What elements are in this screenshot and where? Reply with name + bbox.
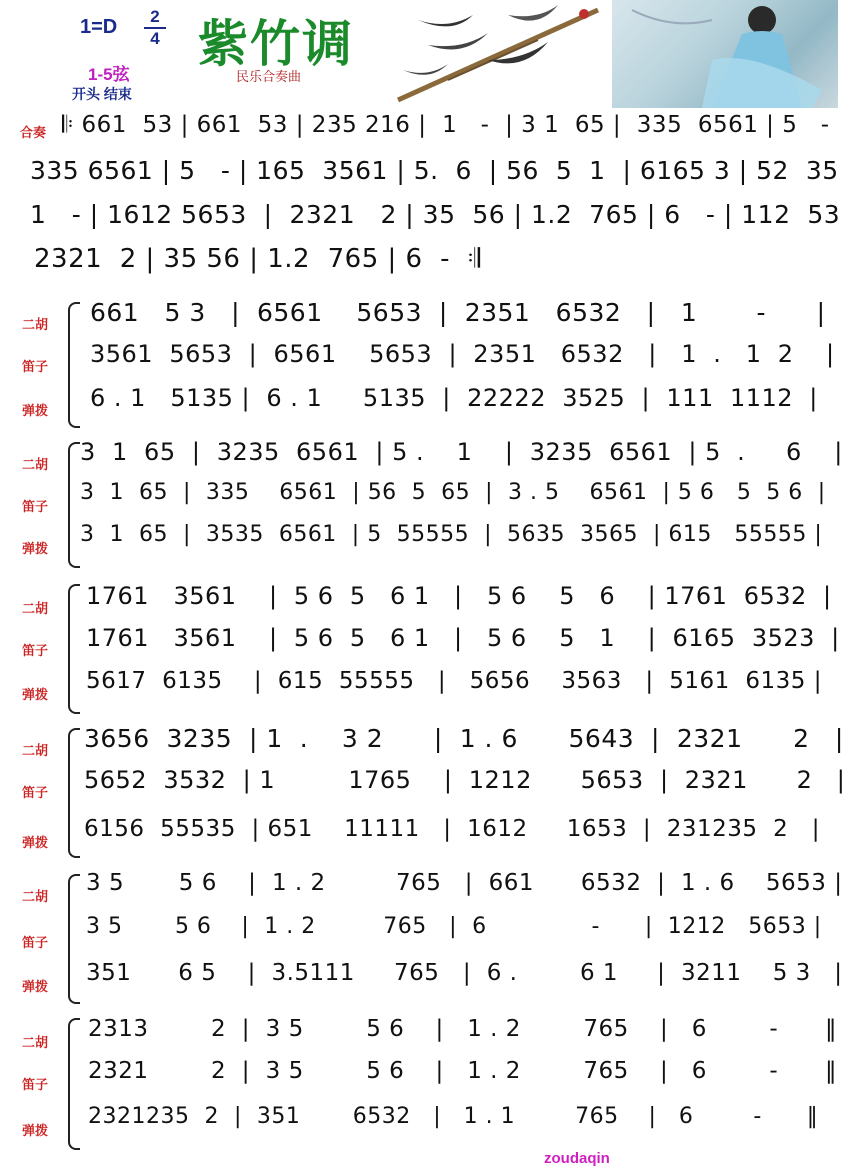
part-label-tanbo: 弹拨 (22, 979, 49, 994)
system-3 (0, 578, 856, 718)
part-label-tanbo: 弹拨 (22, 403, 49, 418)
part-label-erhu: 二胡 (22, 317, 49, 332)
part-notes-erhu: 2313 2 | 3 5 5 6 | 1 . 2 765 | 6 - ‖ (88, 1016, 838, 1042)
time-signature (144, 8, 166, 48)
part-notes-erhu: 3 5 5 6 | 1 . 2 765 | 661 6532 | 1 . 6 5653 | (86, 870, 843, 896)
part-notes-erhu: 3 1 65 | 3235 6561 | 5 . 1 | 3235 6561 | 5 . 6 | (80, 438, 843, 466)
part-label-tanbo: 弹拨 (22, 687, 49, 702)
subtitle: 民乐合奏曲 (236, 69, 302, 84)
part-notes-tanbo: 3 1 65 | 3535 6561 | 5 55555 | 5635 3565 | 615 55555 | (80, 522, 823, 547)
part-notes-dizi: 3 1 65 | 335 6561 | 56 5 65 | 3 . 5 6561 | 5 6 5 5 6 | (80, 480, 826, 505)
system-5 (0, 868, 856, 1008)
part-label-tanbo: 弹拨 (22, 541, 49, 556)
start-end-note: 开头 结束 (72, 86, 132, 102)
bamboo-illustration (388, 0, 608, 108)
part-notes-dizi: 3561 5653 | 6561 5653 | 2351 6532 | 1 . 1 2 | (90, 340, 835, 368)
part-label-dizi: 笛子 (22, 499, 49, 514)
part-label-erhu: 二胡 (22, 889, 49, 904)
part-notes-dizi: 5652 3532 | 1 1765 | 1212 5653 | 2321 2 | (84, 766, 846, 794)
figure-illustration (612, 0, 838, 108)
part-label-tanbo: 弹拨 (22, 1123, 49, 1138)
part-label-dizi: 笛子 (22, 643, 49, 658)
intro-line-2: 335 6561 | 5 - | 165 3561 | 5. 6 | 56 5 1 | 6165 3 | 52 35 (30, 156, 839, 185)
part-label-dizi: 笛子 (22, 1077, 49, 1092)
part-notes-tanbo: 6156 55535 | 651 11111 | 1612 1653 | 231235 2 | (84, 816, 820, 842)
system-brace (68, 728, 80, 858)
system-brace (68, 302, 80, 428)
system-1 (0, 294, 856, 434)
system-brace (68, 584, 80, 714)
part-notes-erhu: 3656 3235 | 1 . 3 2 | 1 . 6 5643 | 2321 2 | (84, 724, 844, 753)
part-notes-tanbo: 351 6 5 | 3.5111 765 | 6 . 6 1 | 3211 5 3 | (86, 960, 843, 986)
part-notes-dizi: 3 5 5 6 | 1 . 2 765 | 6 - | 1212 5653 | (86, 914, 822, 939)
string-tuning: 1-5弦 (88, 65, 130, 84)
time-signature-bottom: 4 (150, 29, 160, 48)
system-6 (0, 1012, 856, 1152)
part-label-dizi: 笛子 (22, 785, 49, 800)
system-brace (68, 1018, 80, 1150)
woman-in-blue-dress-image (612, 0, 838, 108)
time-signature-top: 2 (150, 7, 160, 26)
part-notes-tanbo: 6 . 1 5135 | 6 . 1 5135 | 22222 3525 | 111 1112 | (90, 384, 818, 412)
header (0, 0, 856, 110)
key-signature: 1=D (80, 16, 118, 38)
part-label-erhu: 二胡 (22, 457, 49, 472)
part-notes-dizi: 1761 3561 | 5 6 5 6 1 | 5 6 5 1 | 6165 3523 | (86, 624, 840, 652)
system-brace (68, 442, 80, 568)
watermark: zoudaqin (544, 1150, 610, 1167)
intro-line-4: 2321 2 | 35 56 | 1.2 765 | 6 - 𝄇 (34, 244, 481, 274)
part-notes-erhu: 1761 3561 | 5 6 5 6 1 | 5 6 5 6 | 1761 6532 | (86, 582, 832, 610)
song-title: 紫竹调 (198, 14, 354, 73)
intro-section (0, 112, 856, 288)
part-label-erhu: 二胡 (22, 743, 49, 758)
part-label-dizi: 笛子 (22, 359, 49, 374)
part-label-erhu: 二胡 (22, 1035, 49, 1050)
system-2 (0, 436, 856, 576)
part-label-tanbo: 弹拨 (22, 835, 49, 850)
part-notes-tanbo: 5617 6135 | 615 55555 | 5656 3563 | 5161 6135 | (86, 668, 822, 694)
system-4 (0, 722, 856, 862)
part-label-dizi: 笛子 (22, 935, 49, 950)
intro-line-1: 𝄆 661 53 | 661 53 | 235 216 | 1 - | 3 1 65 | 335 6561 | 5 - (62, 112, 830, 138)
part-notes-dizi: 2321 2 | 3 5 5 6 | 1 . 2 765 | 6 - ‖ (88, 1058, 838, 1084)
part-label-erhu: 二胡 (22, 601, 49, 616)
system-brace (68, 874, 80, 1004)
intro-line-3: 1 - | 1612 5653 | 2321 2 | 35 56 | 1.2 765 | 6 - | 112 53 (30, 200, 841, 229)
part-notes-erhu: 661 5 3 | 6561 5653 | 2351 6532 | 1 - | (90, 298, 826, 327)
part-notes-tanbo: 2321235 2 | 351 6532 | 1 . 1 765 | 6 - ‖ (88, 1104, 819, 1129)
intro-label: 合奏 (20, 125, 47, 140)
